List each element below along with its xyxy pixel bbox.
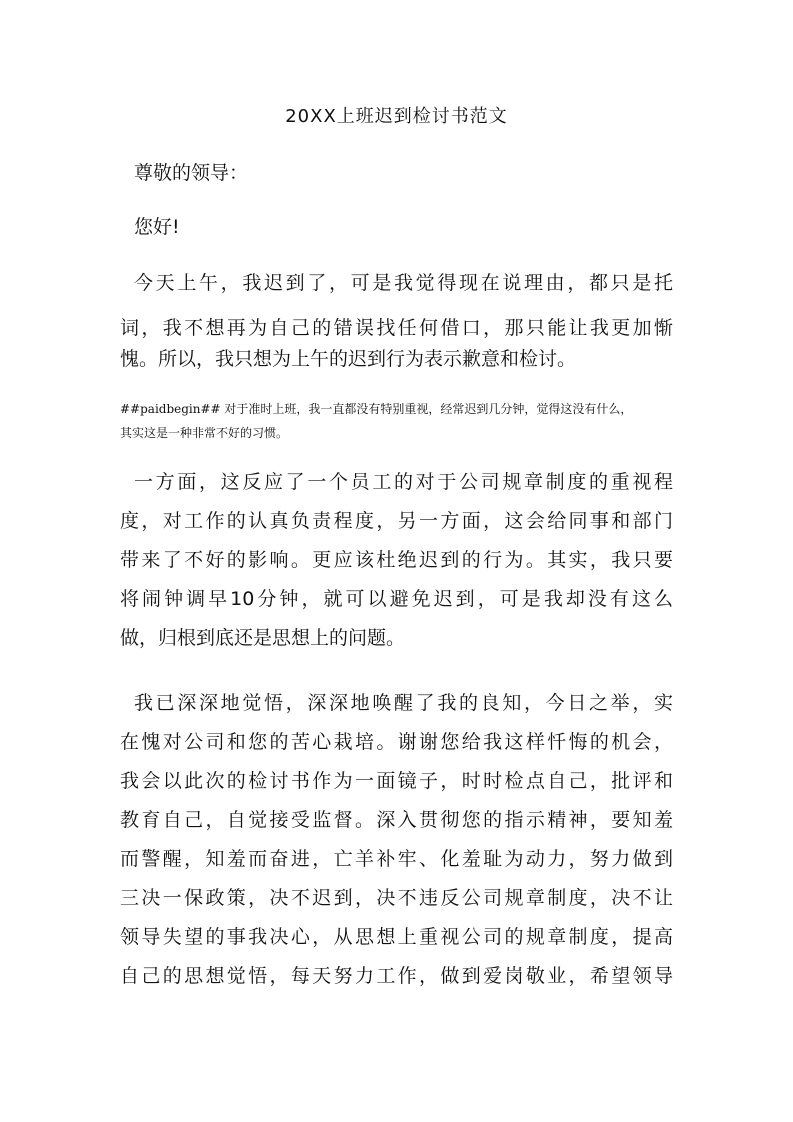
paragraph-2-line-4: 将闹钟调早10分钟，就可以避免迟到，可是我却没有这么	[120, 588, 673, 610]
note-line-1: ##paidbegin## 对于准时上班，我一直都没有特别重视，经常迟到几分钟，觉得这没有什么，	[120, 402, 633, 416]
paragraph-3-line-8: 自己的思想觉悟，每天努力工作，做到爱岗敬业，希望领导	[120, 965, 673, 987]
paragraph-3-line-5: 而警醒，知羞而奋进，亡羊补牢、化羞耻为动力，努力做到	[120, 848, 673, 870]
paragraph-1-line-1: 今天上午，我迟到了，可是我觉得现在说理由，都只是托	[134, 272, 673, 294]
note-line-2: 其实这是一种非常不好的习惯。	[120, 426, 289, 440]
greeting: 您好!	[134, 216, 180, 238]
paragraph-3-line-2: 在愧对公司和您的苦心栽培。谢谢您给我这样忏悔的机会，	[120, 731, 673, 753]
paragraph-3-line-4: 教育自己，自觉接受监督。深入贯彻您的指示精神，要知羞	[120, 809, 673, 831]
paragraph-2-line-5: 做，归根到底还是思想上的问题。	[120, 627, 406, 649]
paragraph-1-line-3: 愧。所以，我只想为上午的迟到行为表示歉意和检讨。	[120, 348, 577, 370]
paragraph-3-line-1: 我已深深地觉悟，深深地唤醒了我的良知，今日之举，实	[134, 692, 673, 714]
paragraph-3-line-7: 领导失望的事我决心，从思想上重视公司的规章制度，提高	[120, 926, 673, 948]
salutation: 尊敬的领导：	[134, 162, 249, 184]
document-title: 20XX上班迟到检讨书范文	[285, 106, 508, 127]
paragraph-1-line-2: 词，我不想再为自己的错误找任何借口，那只能让我更加惭	[120, 317, 673, 339]
paragraph-3-line-3: 我会以此次的检讨书作为一面镜子，时时检点自己，批评和	[120, 770, 673, 792]
paragraph-3-line-6: 三决一保政策，决不迟到，决不违反公司规章制度，决不让	[120, 887, 673, 909]
paragraph-2-line-3: 带来了不好的影响。更应该杜绝迟到的行为。其实，我只要	[120, 549, 673, 571]
paragraph-2-line-1: 一方面，这反应了一个员工的对于公司规章制度的重视程	[134, 471, 673, 493]
paragraph-2-line-2: 度，对工作的认真负责程度，另一方面，这会给同事和部门	[120, 510, 673, 532]
